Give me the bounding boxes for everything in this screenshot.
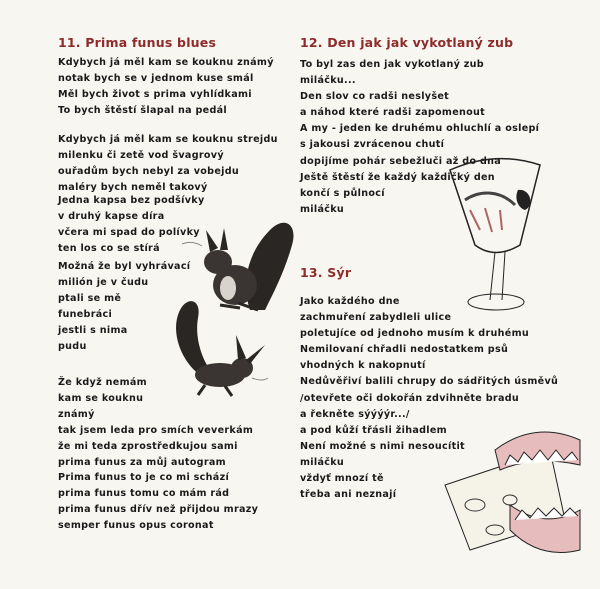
lyric-line: Nedůvěřiví balili chrupy do sádřitých úsměvů <box>300 376 559 388</box>
lyric-line: Měl bych život s prima vyhlídkami <box>58 89 252 101</box>
glass-illustration <box>440 150 550 320</box>
lyric-line: To bych štěstí šlapal na pedál <box>58 105 227 117</box>
lyric-line: kam se kouknu <box>58 393 144 405</box>
lyric-line: Není možné s nimi nesoucítit <box>300 440 465 452</box>
lyric-line: Ještě štěstí že každý každičký den <box>300 171 495 183</box>
lyric-line: milión je v čudu <box>58 277 149 289</box>
lyric-line: ten los co se stírá <box>58 243 160 255</box>
lyric-line: miláčku <box>300 456 345 468</box>
lyric-line: prima funus dřív než přijdou mrazy <box>58 504 259 516</box>
lyric-line: /otevřete oči dokořán zdvihněte bradu <box>300 392 520 404</box>
lyric-line: v druhý kapse díra <box>58 211 165 223</box>
lyric-line: vhodných k nakopnutí <box>300 360 426 372</box>
lyric-line: Kdybych já měl kam se kouknu strejdu <box>58 134 278 145</box>
lyric-line: zachmuření zabydleli ulice <box>300 312 452 324</box>
lyric-line: dopijíme pohár sebežluči až do dna <box>300 155 502 167</box>
lyric-line: jestli s nima <box>58 325 128 337</box>
lyric-line: včera mi spad do polívky <box>58 227 200 239</box>
lyric-line: miláčku... <box>300 75 356 87</box>
lyric-line: prima funus za můj autogram <box>58 457 226 469</box>
lyric-line: Jako každého dne <box>300 296 400 307</box>
stanza <box>58 470 258 534</box>
lyric-line: prima funus tomu co mám rád <box>58 488 230 500</box>
lyric-line: ouřadům bych nebyl za vobejdu <box>58 166 240 178</box>
song-title-11: 11. Prima funus blues <box>58 35 217 50</box>
lyric-line: Den slov co radši neslyšet <box>300 91 450 103</box>
lyric-line: končí s půlnocí <box>300 187 385 199</box>
stanza <box>58 55 274 119</box>
squirrel-illustration-bottom <box>140 290 270 400</box>
lyric-line: maléry bych neměl takový <box>58 182 208 194</box>
lyric-line: poletujíce od jednoho musím k druhému <box>300 328 529 340</box>
lyric-line: To byl zas den jak vykotlaný zub <box>300 59 484 70</box>
lyric-line: Že když nemám <box>58 377 147 388</box>
lyric-line: notak bych se v jednom kuse smál <box>58 73 254 85</box>
song-title-12: 12. Den jak jak vykotlaný zub <box>300 35 514 50</box>
lyric-line: známý <box>58 409 95 421</box>
lyric-line: miláčku <box>300 203 345 215</box>
lyric-line: funebráci <box>58 309 113 321</box>
stanza <box>58 132 278 196</box>
lyric-line: a řekněte sýýýýr.../ <box>300 408 410 420</box>
lyric-line: Nemilovaní chřadli nedostatkem psů <box>300 344 509 356</box>
lyric-line: vždyť mnozí tě <box>300 473 384 485</box>
lyric-line: že mi teda zprostředkujou sami <box>58 441 238 453</box>
lyric-line: A my - jeden ke druhému ohluchlí a oslepí <box>300 123 540 135</box>
cheese-dentures-illustration <box>440 410 590 570</box>
lyric-line: Možná že byl vyhrávací <box>58 261 191 272</box>
lyric-line: ptali se mě <box>58 293 122 305</box>
lyric-line: semper funus opus coronat <box>58 520 214 532</box>
lyric-line: tak jsem leda pro smích veverkám <box>58 425 254 437</box>
lyric-line: Jedna kapsa bez podšívky <box>58 195 205 206</box>
lyric-line: třeba ani neznají <box>300 489 397 501</box>
lyric-line: a pod kůží třásli žihadlem <box>300 424 447 436</box>
lyric-line: pudu <box>58 341 87 353</box>
lyric-line: Kdybych já měl kam se kouknu známý <box>58 57 274 68</box>
song-title-13: 13. Sýr <box>300 265 352 280</box>
lyric-line: milenku či zetě vod švagrový <box>58 150 224 162</box>
lyric-line: s jakousi zvrácenou chutí <box>300 139 445 151</box>
lyric-line: a náhod které radši zapomenout <box>300 107 486 119</box>
lyric-line: Prima funus to je co mi schází <box>58 472 230 483</box>
